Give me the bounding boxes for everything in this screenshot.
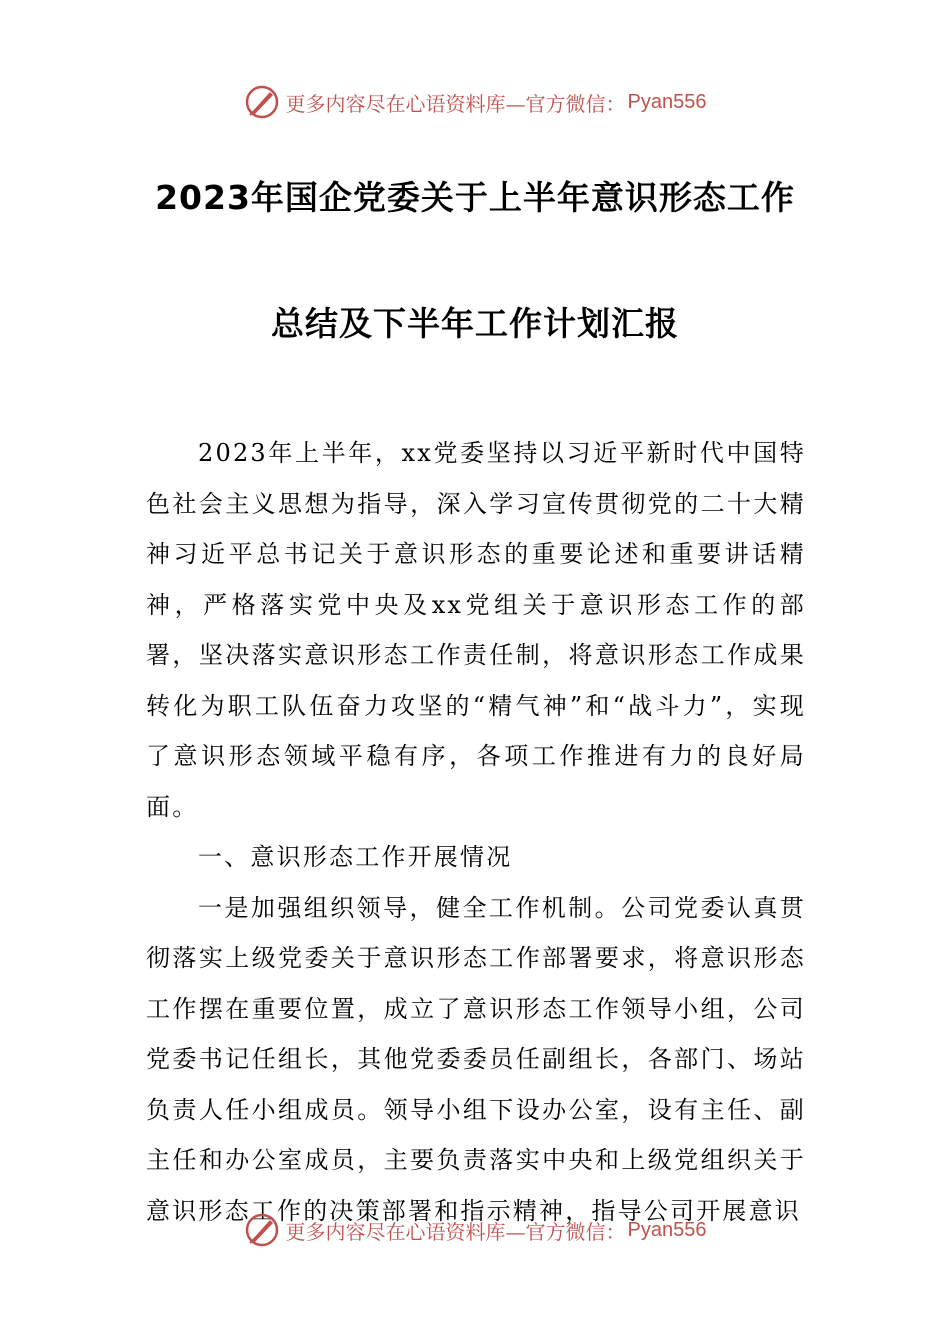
document-title-line-1: 2023年国企党委关于上半年意识形态工作: [155, 178, 795, 217]
body-paragraph-1: 一是加强组织领导，健全工作机制。公司党委认真贯彻落实上级党委关于意识形态工作部署要求，将意识形态工作摆在重要位置，成立了意识形态工作领导小组，公司党委书记任组长，其他党委委员任副组长，各部门、场站负责人任小组成员。领导小组下设办公室，设有主任、副主任和办公室成员，主要负责落实中央和上级党组织关于意识形态工作的决策部署和指示精神，指导公司开展意识: [146, 893, 806, 1225]
footer-watermark: [0, 1210, 950, 1250]
quill-pen-logo-icon: [244, 1212, 280, 1248]
document-body: [146, 428, 806, 1236]
watermark-wechat-id: Pyan556: [627, 1218, 707, 1241]
document-title-line-2: 总结及下半年工作计划汇报: [271, 304, 679, 343]
quill-pen-logo-icon: [244, 84, 280, 120]
section-heading: 一、意识形态工作开展情况: [198, 843, 513, 871]
body-paragraph-intro: 2023年上半年，xx党委坚持以习近平新时代中国特色社会主义思想为指导，深入学习宣传贯彻党的二十大精神习近平总书记关于意识形态的重要论述和重要讲话精神，严格落实党中央及xx党组关于意识形态工作的部署，坚决落实意识形态工作责任制，将意识形态工作成果转化为职工队伍奋力攻坚的“精气神”和“战斗力”，实现了意识形态领域平稳有序，各项工作推进有力的良好局面。: [146, 439, 806, 821]
watermark-wechat-id: Pyan556: [627, 90, 707, 113]
watermark-text: 更多内容尽在心语资料库—官方微信：: [285, 1219, 626, 1244]
watermark-text: 更多内容尽在心语资料库—官方微信：: [285, 91, 626, 116]
header-watermark: [0, 82, 950, 122]
